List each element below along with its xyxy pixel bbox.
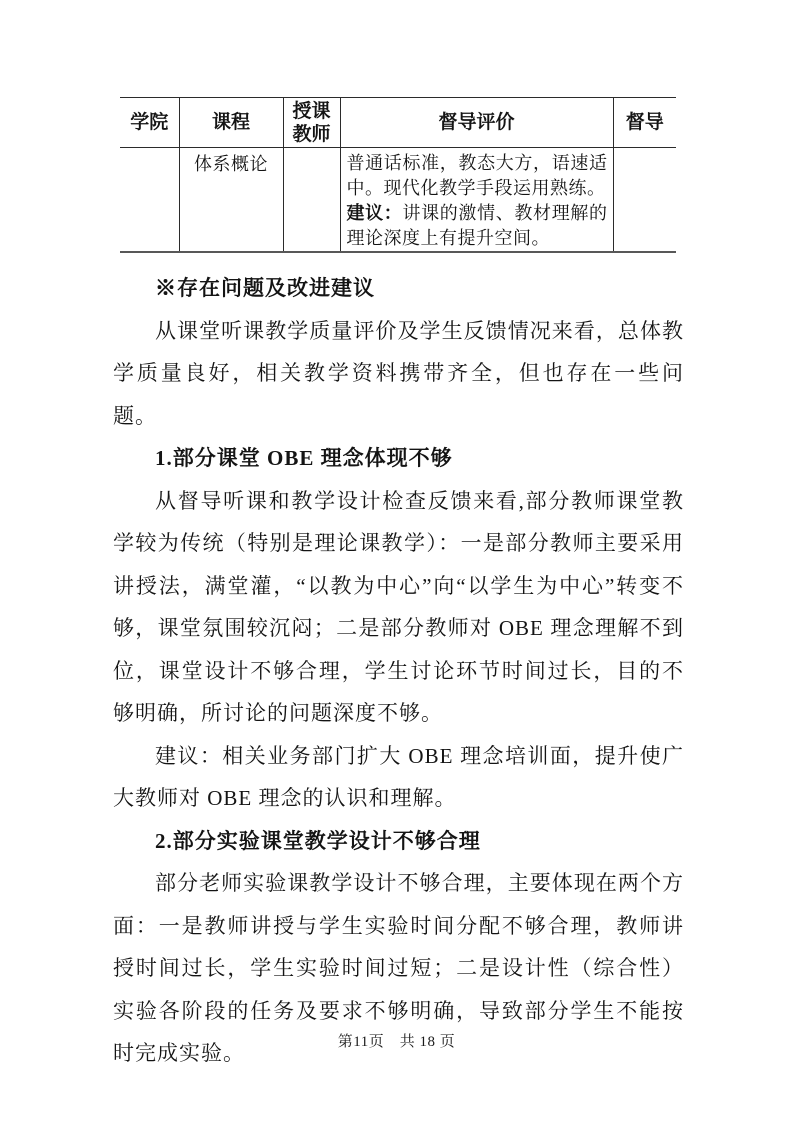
issue1-paragraph: 从督导听课和教学设计检查反馈来看,部分教师课堂教学较为传统（特别是理论课教学）：一是部分教师主要采用讲授法，满堂灌，“以教为中心”向“以学生为中心”转变不够，课堂氛围较沉闷；二是部分教师对 OBE 理念理解不到位，课堂设计不够合理，学生讨论环节时间过长，目的不够明确，所讨论的问题深度不够。 <box>113 488 684 725</box>
supervision-evaluation-table <box>120 97 676 253</box>
issue2-heading: 2.部分实验课堂教学设计不够合理 <box>155 828 481 853</box>
cell-course: 体系概论 <box>179 148 283 253</box>
col-header-course: 课程 <box>179 98 283 148</box>
col-header-teacher: 授课教师 <box>283 98 340 148</box>
col-header-college: 学院 <box>120 98 179 148</box>
evaluation-text: 普通话标准，教态大方，语速适中。现代化教学手段运用熟练。 <box>346 153 608 198</box>
issue1-heading: 1.部分课堂 OBE 理念体现不够 <box>155 446 453 470</box>
col-header-evaluation: 督导评价 <box>340 98 613 148</box>
cell-college <box>120 148 179 253</box>
evaluation-suggestion <box>347 201 608 251</box>
report-body <box>113 267 684 1075</box>
table-row <box>120 148 676 253</box>
suggestion-label: 建议： <box>346 203 403 223</box>
page-footer: 第11页 共 18 页 <box>337 1034 456 1050</box>
col-header-supervisor: 督导 <box>613 98 676 148</box>
cell-evaluation <box>340 148 613 253</box>
cell-teacher <box>283 148 340 253</box>
section-heading-problems: ※存在问题及改进建议 <box>155 276 375 300</box>
issue2-paragraph: 部分老师实验课教学设计不够合理，主要体现在两个方面：一是教师讲授与学生实验时间分配不够合理，教师讲授时间过长，学生实验时间过短；二是设计性（综合性）实验各阶段的任务及要求不够明确，导致部分学生不能按时完成实验。 <box>113 871 684 1065</box>
intro-paragraph: 从课堂听课教学质量评价及学生反馈情况来看，总体教学质量良好，相关教学资料携带齐全，但也存在一些问题。 <box>113 318 684 428</box>
issue1-suggestion-paragraph: 建议：相关业务部门扩大 OBE 理念培训面，提升使广大教师对 OBE 理念的认识和理解。 <box>113 743 684 810</box>
suggestion-text: 讲课的激情、教材理解的理论深度上有提升空间。 <box>346 203 608 248</box>
table-header-row <box>120 98 676 148</box>
cell-supervisor <box>613 148 676 253</box>
